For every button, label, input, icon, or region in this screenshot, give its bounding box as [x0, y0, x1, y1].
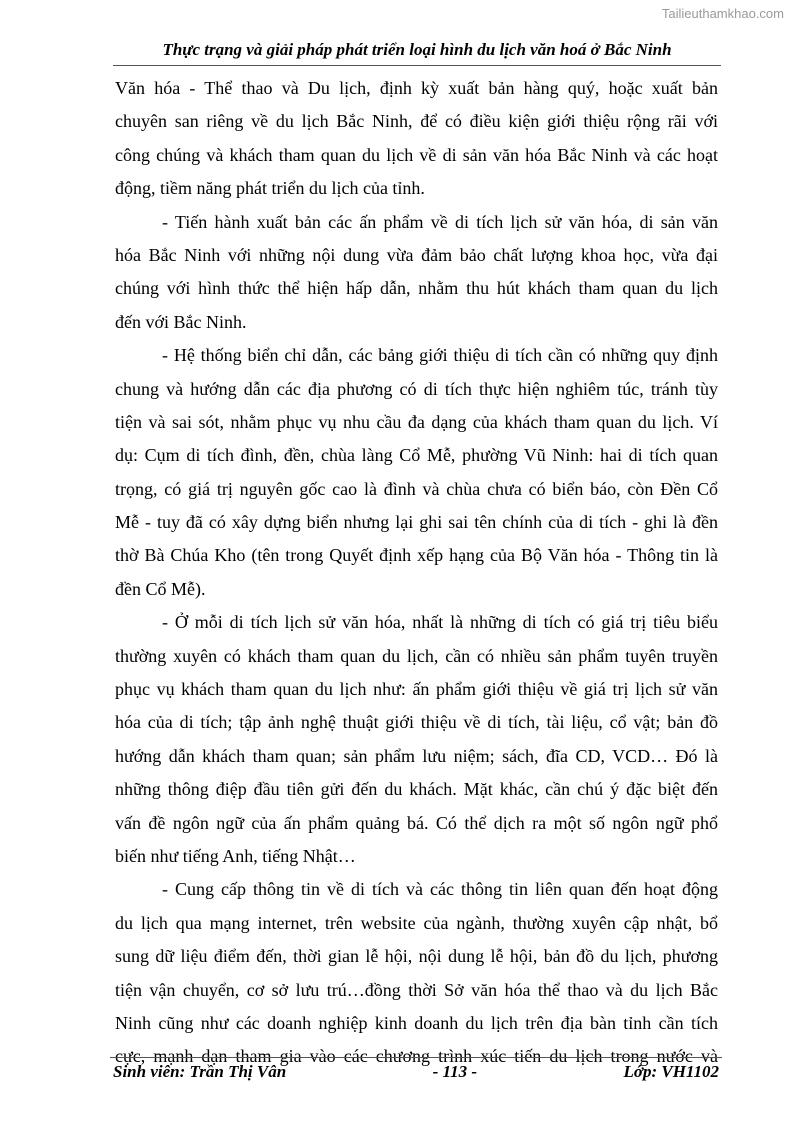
text-line: tiện vận chuyển, cơ sở lưu trú…đồng thời Sở văn hóa thể thao và du lịch Bắc	[115, 979, 718, 1000]
text-line: đền Cổ Mễ).	[115, 578, 206, 599]
text-line: hướng dẫn khách tham quan; sản phẩm lưu niệm; sách, đĩa CD, VCD… Đó là	[115, 745, 718, 766]
paragraph	[115, 206, 718, 340]
text-line: - Hệ thống biển chỉ dẫn, các bảng giới thiệu di tích cần có những quy định	[162, 345, 718, 366]
text-line: chuyên san riêng về du lịch Bắc Ninh, để có điều kiện giới thiệu rộng rãi với	[115, 111, 718, 132]
page-number: - 113 -	[432, 1062, 478, 1081]
text-line: chung và hướng dẫn các địa phương có di tích thực hiện nghiêm túc, tránh tùy	[115, 378, 718, 399]
text-line: tiện và sai sót, nhằm phục vụ nhu cầu đa dạng của khách tham quan du lịch. Ví	[115, 411, 718, 432]
document-body	[115, 72, 718, 1074]
text-line: động, tiềm năng phát triển du lịch của tỉnh.	[115, 178, 425, 199]
text-line: - Cung cấp thông tin về di tích và các thông tin liên quan đến hoạt động	[162, 879, 718, 900]
paragraph	[115, 72, 718, 206]
text-line: dụ: Cụm di tích đình, đền, chùa làng Cổ Mễ, phường Vũ Ninh: hai di tích quan	[115, 445, 718, 466]
text-line: Văn hóa - Thể thao và Du lịch, định kỳ xuất bản hàng quý, hoặc xuất bản	[115, 78, 718, 98]
footer	[113, 1062, 719, 1082]
text-line: biến như tiếng Anh, tiếng Nhật…	[115, 845, 356, 866]
footer-class: Lớp: VH1102	[623, 1062, 719, 1081]
text-line: cực, mạnh dạn tham gia vào các chương trình xúc tiến du lịch trong nước và	[115, 1046, 718, 1067]
paragraph	[115, 339, 718, 606]
text-line: thường xuyên có khách tham quan du lịch, cần có nhiều sản phẩm tuyên truyền	[115, 645, 718, 666]
text-line: sung dữ liệu điểm đến, thời gian lễ hội, nội dung lễ hội, bản đồ du lịch, phương	[115, 946, 718, 967]
header-divider	[113, 65, 721, 66]
text-line: vấn đề ngôn ngữ của ấn phẩm quảng bá. Có thể dịch ra một số ngôn ngữ phổ	[115, 812, 718, 833]
text-line: đến với Bắc Ninh.	[115, 311, 247, 332]
text-line: công chúng và khách tham quan du lịch về di sản văn hóa Bắc Ninh và các hoạt	[115, 144, 718, 165]
text-line: chúng với hình thức thể hiện hấp dẫn, nhằm thu hút khách tham quan du lịch	[115, 278, 718, 299]
text-line: trọng, có giá trị nguyên gốc cao là đình và chùa chưa có biển báo, còn Đền Cổ	[115, 478, 718, 499]
text-line: hóa của di tích; tập ảnh nghệ thuật giới thiệu về di tích, tài liệu, cổ vật; bản đồ	[115, 712, 718, 733]
watermark: Tailieuthamkhao.com	[661, 6, 784, 21]
footer-divider	[110, 1057, 722, 1058]
text-line: hóa Bắc Ninh với những nội dung vừa đảm bảo chất lượng khoa học, vừa đại	[115, 244, 718, 265]
text-line: thờ Bà Chúa Kho (tên trong Quyết định xếp hạng của Bộ Văn hóa - Thông tin là	[115, 545, 718, 566]
running-header: Thực trạng và giải pháp phát triển loại hình du lịch văn hoá ở Bắc Ninh	[162, 40, 672, 59]
text-line: những thông điệp đầu tiên gửi đến du khách. Mặt khác, cần chú ý đặc biệt đến	[115, 779, 718, 800]
text-line: phục vụ khách tham quan du lịch như: ấn phẩm giới thiệu về giá trị lịch sử văn	[115, 679, 718, 700]
text-line: Ninh cũng như các doanh nghiệp kinh doanh du lịch trên địa bàn tỉnh cần tích	[115, 1012, 718, 1033]
paragraph	[115, 606, 718, 873]
text-line: Mễ - tuy đã có xây dựng biển nhưng lại ghi sai tên chính của di tích - ghi là đền	[115, 512, 718, 533]
footer-student: Sinh viên: Trần Thị Vân	[113, 1062, 287, 1081]
text-line: - Ở mỗi di tích lịch sử văn hóa, nhất là những di tích có giá trị tiêu biểu	[162, 612, 718, 633]
text-line: du lịch qua mạng internet, trên website của ngành, thường xuyên cập nhật, bổ	[115, 912, 718, 933]
paragraph	[115, 873, 718, 1073]
text-line: - Tiến hành xuất bản các ấn phẩm về di tích lịch sử văn hóa, di sản văn	[162, 211, 718, 232]
